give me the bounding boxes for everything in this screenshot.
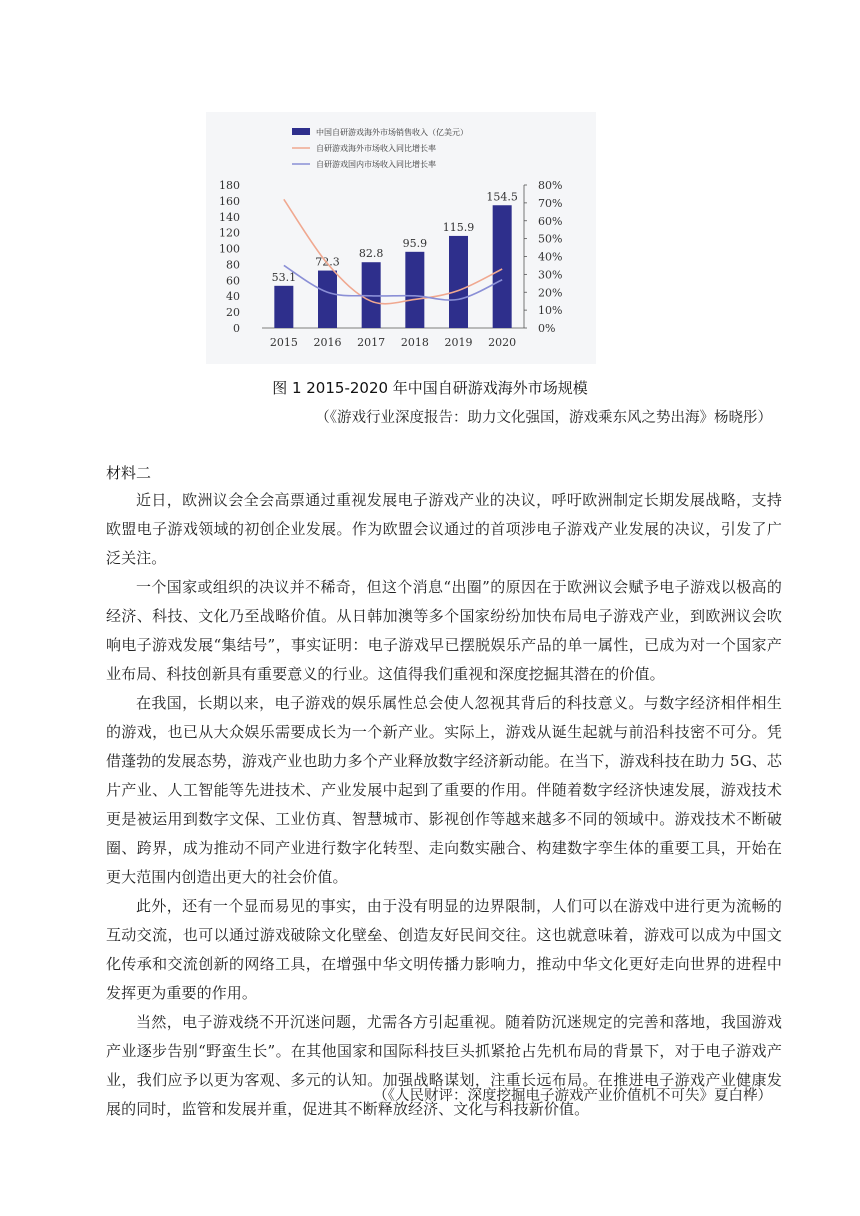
left-tick-label: 0	[233, 322, 240, 335]
x-tick-label: 2017	[357, 336, 386, 349]
left-tick-label: 160	[219, 194, 240, 208]
left-tick-label: 20	[226, 306, 240, 320]
right-tick-label: 20%	[538, 286, 563, 300]
x-tick-label: 2018	[400, 336, 429, 349]
right-tick-label: 70%	[538, 196, 563, 210]
x-tick-label: 2015	[269, 336, 298, 349]
right-tick-label: 30%	[538, 268, 563, 282]
bar	[449, 236, 468, 328]
bar-data-label: 82.8	[358, 247, 384, 261]
x-tick-label: 2016	[313, 336, 342, 349]
article-body	[106, 486, 782, 1124]
bar	[274, 286, 293, 328]
left-tick-label: 80	[226, 258, 240, 272]
bar	[318, 271, 337, 328]
chart-svg	[206, 112, 596, 364]
series-line	[284, 199, 502, 303]
bar	[493, 205, 512, 328]
right-tick-label: 10%	[538, 304, 563, 318]
paragraph: 此外，还有一个显而易见的事实，由于没有明显的边界限制，人们可以在游戏中进行更为流畅的互动交流，也可以通过游戏破除文化壁垒、创造友好民间交往。这也就意味着，游戏可以成为中国文化传承和交流创新的网络工具，在增强中华文明传播力影响力，推动中华文化更好走向世界的进程中发挥更为重要的作用。	[106, 897, 782, 1002]
right-tick-label: 40%	[538, 250, 563, 264]
legend-label: 中国自研游戏海外市场销售收入（亿美元）	[316, 128, 468, 137]
left-tick-label: 100	[219, 242, 240, 256]
chart-figure	[206, 112, 596, 364]
left-tick-label: 40	[226, 290, 240, 304]
figure-source: （《游戏行业深度报告：助力文化强国，游戏乘东风之势出海》杨晓彤）	[315, 410, 772, 426]
bar-data-label: 154.5	[486, 190, 518, 204]
paragraph: 在我国，长期以来，电子游戏的娱乐属性总会使人忽视其背后的科技意义。与数字经济相伴相生的游戏，也已从大众娱乐需要成长为一个新产业。实际上，游戏从诞生起就与前沿科技密不可分。凭借蓬勃的发展态势，游戏产业也助力多个产业释放数字经济新动能。在当下，游戏科技在助力 5G、芯片产业、人工智能等先进技术、产业发展中起到了重要的作用。伴随着数字经济快速发展，游戏技术更是被运用到数字文保、工业仿真、智慧城市、影视创作等越来越多不同的领域中。游戏技术不断破圈、跨界，成为推动不同产业进行数字化转型、走向数实融合、构建数字孪生体的重要工具，开始在更大范围内创造出更大的社会价值。	[106, 694, 782, 886]
right-tick-label: 80%	[538, 179, 563, 192]
paragraph: 近日，欧洲议会全会高票通过重视发展电子游戏产业的决议，呼吁欧洲制定长期发展战略，支持欧盟电子游戏领域的初创企业发展。作为欧盟会议通过的首项涉电子游戏产业发展的决议，引发了广泛关注。	[106, 491, 782, 567]
bar-data-label: 53.1	[271, 270, 297, 284]
section-heading: 材料二	[106, 464, 152, 482]
left-tick-label: 120	[219, 226, 240, 240]
article-source: （《人民财评：深度挖掘电子游戏产业价值机不可失》夏白桦）	[373, 1088, 772, 1104]
figure-caption: 图 1 2015-2020 年中国自研游戏海外市场规模	[272, 379, 588, 397]
left-tick-label: 180	[219, 179, 240, 192]
legend-label: 自研游戏国内市场收入同比增长率	[316, 160, 436, 169]
bar-data-label: 115.9	[442, 220, 475, 234]
left-tick-label: 60	[226, 274, 240, 288]
bar-data-label: 95.9	[402, 236, 428, 250]
series-line	[284, 265, 502, 300]
right-tick-label: 50%	[538, 232, 563, 246]
right-tick-label: 0%	[538, 322, 556, 335]
left-tick-label: 140	[219, 210, 240, 224]
legend-label: 自研游戏海外市场收入同比增长率	[316, 144, 436, 153]
right-tick-label: 60%	[538, 214, 563, 228]
x-tick-label: 2019	[444, 336, 473, 349]
bar-data-label: 72.3	[315, 255, 340, 269]
paragraph: 一个国家或组织的决议并不稀奇，但这个消息“出圈”的原因在于欧洲议会赋予电子游戏以极高的经济、科技、文化乃至战略价值。从日韩加澳等多个国家纷纷加快布局电子游戏产业，到欧洲议会吹响电子游戏发展“集结号”，事实证明：电子游戏早已摆脱娱乐产品的单一属性，已成为对一个国家产业布局、科技创新具有重要意义的行业。这值得我们重视和深度挖掘其潜在的价值。	[106, 578, 782, 683]
x-tick-label: 2020	[488, 336, 517, 349]
paragraph: 当然，电子游戏绕不开沉迷问题，尤需各方引起重视。随着防沉迷规定的完善和落地，我国游戏产业逐步告别“野蛮生长”。在其他国家和国际科技巨头抓紧抢占先机布局的背景下，对于电子游戏产业，我们应予以更为客观、多元的认知。加强战略谋划，注重长远布局。在推进电子游戏产业健康发展的同时，监管和发展并重，促进其不断释放经济、文化与科技新价值。	[106, 1013, 782, 1118]
legend-swatch-bar	[292, 128, 310, 135]
bar	[405, 252, 424, 328]
